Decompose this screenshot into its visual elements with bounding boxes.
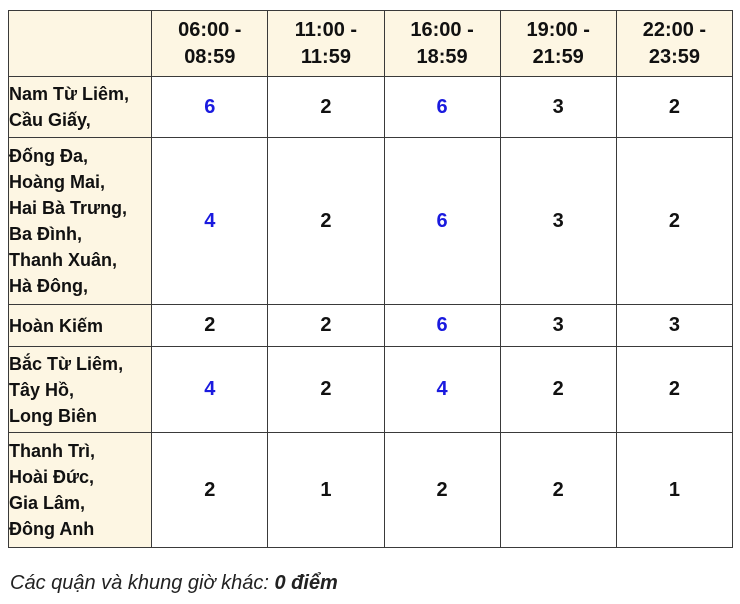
district-group-cell: Hoàn Kiếm [9,305,152,347]
district-group-cell: Bắc Từ Liêm, Tây Hồ, Long Biên [9,347,152,433]
district-group-cell: Thanh Trì, Hoài Đức, Gia Lâm, Đông Anh [9,433,152,548]
score-cell: 3 [500,305,616,347]
table-row [9,347,733,433]
score-cell: 4 [152,138,268,305]
time-slot-header: 22:00 - 23:59 [616,11,732,77]
score-cell: 2 [268,138,384,305]
time-slot-header: 16:00 - 18:59 [384,11,500,77]
score-cell: 4 [384,347,500,433]
score-cell: 2 [384,433,500,548]
district-group-cell: Nam Từ Liêm, Cầu Giấy, [9,77,152,138]
score-cell: 2 [268,305,384,347]
score-cell: 6 [152,77,268,138]
score-cell: 2 [616,138,732,305]
score-cell: 2 [500,433,616,548]
score-cell: 3 [500,138,616,305]
score-cell: 3 [616,305,732,347]
footer-note [10,572,338,595]
score-cell: 2 [268,347,384,433]
score-cell: 6 [384,138,500,305]
time-slot-header: 06:00 - 08:59 [152,11,268,77]
score-cell: 3 [500,77,616,138]
footer-note-value: 0 điểm [274,572,338,594]
score-cell: 2 [152,433,268,548]
table-row [9,305,733,347]
score-cell: 2 [500,347,616,433]
table-row [9,77,733,138]
score-cell: 2 [616,347,732,433]
score-cell: 2 [268,77,384,138]
score-cell: 4 [152,347,268,433]
score-cell: 1 [268,433,384,548]
score-cell: 6 [384,305,500,347]
time-slot-header: 19:00 - 21:59 [500,11,616,77]
score-cell: 6 [384,77,500,138]
table-row [9,433,733,548]
footer-note-text: Các quận và khung giờ khác: [10,572,275,594]
score-cell: 2 [616,77,732,138]
header-row [9,11,733,77]
table-row [9,138,733,305]
time-slot-header: 11:00 - 11:59 [268,11,384,77]
score-table [8,10,733,548]
score-cell: 1 [616,433,732,548]
score-cell: 2 [152,305,268,347]
corner-cell [9,11,152,77]
district-group-cell: Đống Đa, Hoàng Mai, Hai Bà Trưng, Ba Đình, Thanh Xuân, Hà Đông, [9,138,152,305]
